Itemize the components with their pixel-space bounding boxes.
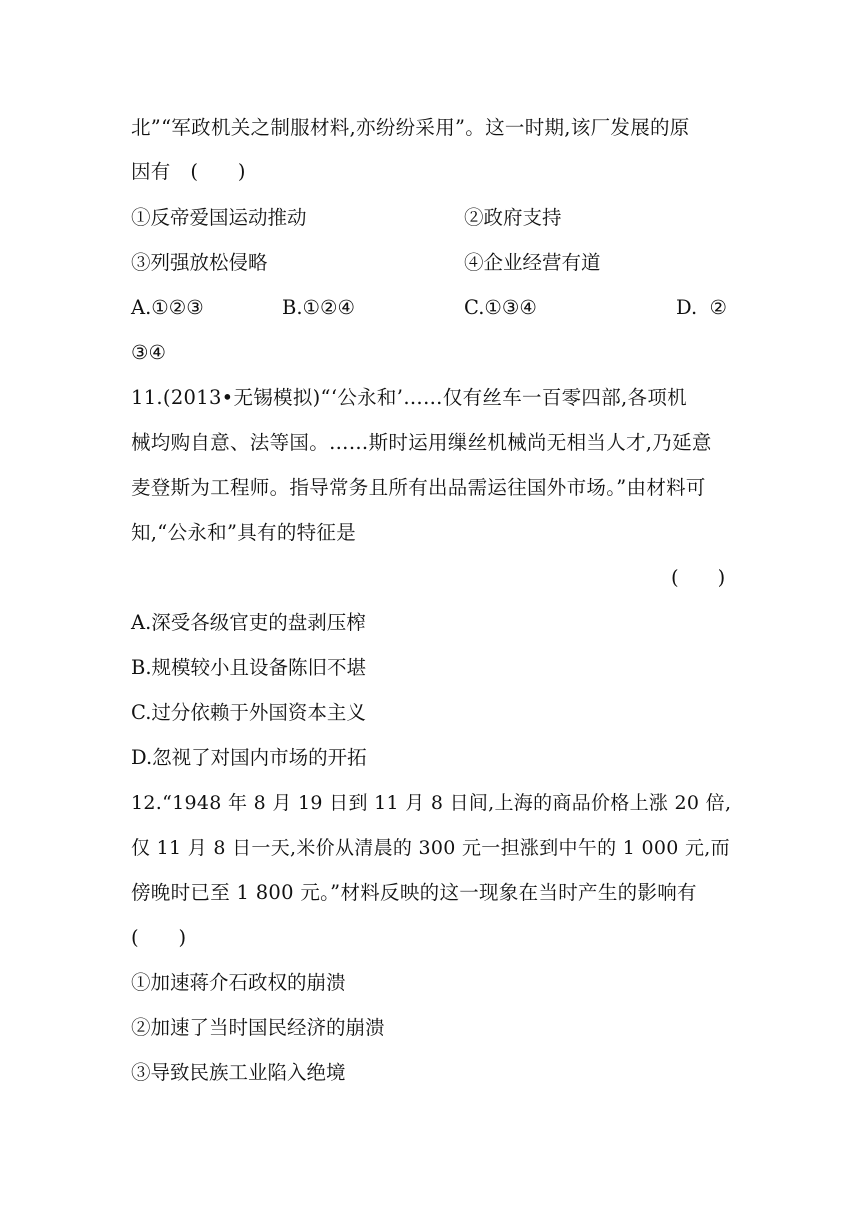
q11-choice-c: C.过分依赖于外国资本主义	[131, 701, 366, 724]
q10-stem-line-1: 北”“军政机关之制服材料,亦纷纷采用”。这一时期,该厂发展的原	[131, 116, 690, 139]
q11-stem-line-4: 知,“公永和”具有的特征是	[131, 521, 357, 544]
q10-statement-1: ①反帝爱国运动推动	[131, 206, 307, 229]
q10-choice-d: D. ②	[676, 296, 728, 319]
q11-stem-line-1: 11.(2013•无锡模拟)“‘公永和’……仅有丝车一百零四部,各项机	[131, 386, 687, 409]
q10-choice-d-continued: ③④	[131, 341, 166, 364]
q11-stem-line-3: 麦登斯为工程师。指导常务且所有出品需运往国外市场。”由材料可	[131, 476, 706, 499]
q12-statement-3: ③导致民族工业陷入绝境	[131, 1061, 346, 1084]
q11-choice-d: D.忽视了对国内市场的开拓	[131, 746, 367, 769]
q10-statement-2: ②政府支持	[464, 206, 562, 229]
q12-statement-2: ②加速了当时国民经济的崩溃	[131, 1016, 385, 1039]
q12-statement-1: ①加速蒋介石政权的崩溃	[131, 971, 346, 994]
q11-choice-b: B.规模较小且设备陈旧不堪	[131, 656, 367, 679]
q12-stem-line-3: 傍晚时已至 1 800 元。”材料反映的这一现象在当时产生的影响有	[131, 881, 697, 904]
q10-statement-4: ④企业经营有道	[464, 251, 601, 274]
q10-statement-3: ③列强放松侵略	[131, 251, 268, 274]
q11-choice-a: A.深受各级官吏的盘剥压榨	[131, 611, 366, 634]
q10-choice-b: B.①②④	[282, 296, 355, 319]
q12-stem-line-1: 12.“1948 年 8 月 19 日到 11 月 8 日间,上海的商品价格上涨 20 倍,	[131, 792, 732, 814]
q11-answer-paren: ( )	[671, 566, 726, 589]
q10-choice-c: C.①③④	[464, 296, 537, 319]
q10-stem-line-2: 因有 ( )	[131, 160, 246, 183]
q10-choice-a: A.①②③	[131, 296, 204, 319]
q12-stem-line-2: 仅 11 月 8 日一天,米价从清晨的 300 元一担涨到中午的 1 000 元,而	[131, 837, 730, 859]
q11-stem-line-2: 械均购自意、法等国。……斯时运用缫丝机械尚无相当人才,乃延意	[131, 431, 712, 454]
q12-stem-line-4: ( )	[131, 926, 187, 949]
